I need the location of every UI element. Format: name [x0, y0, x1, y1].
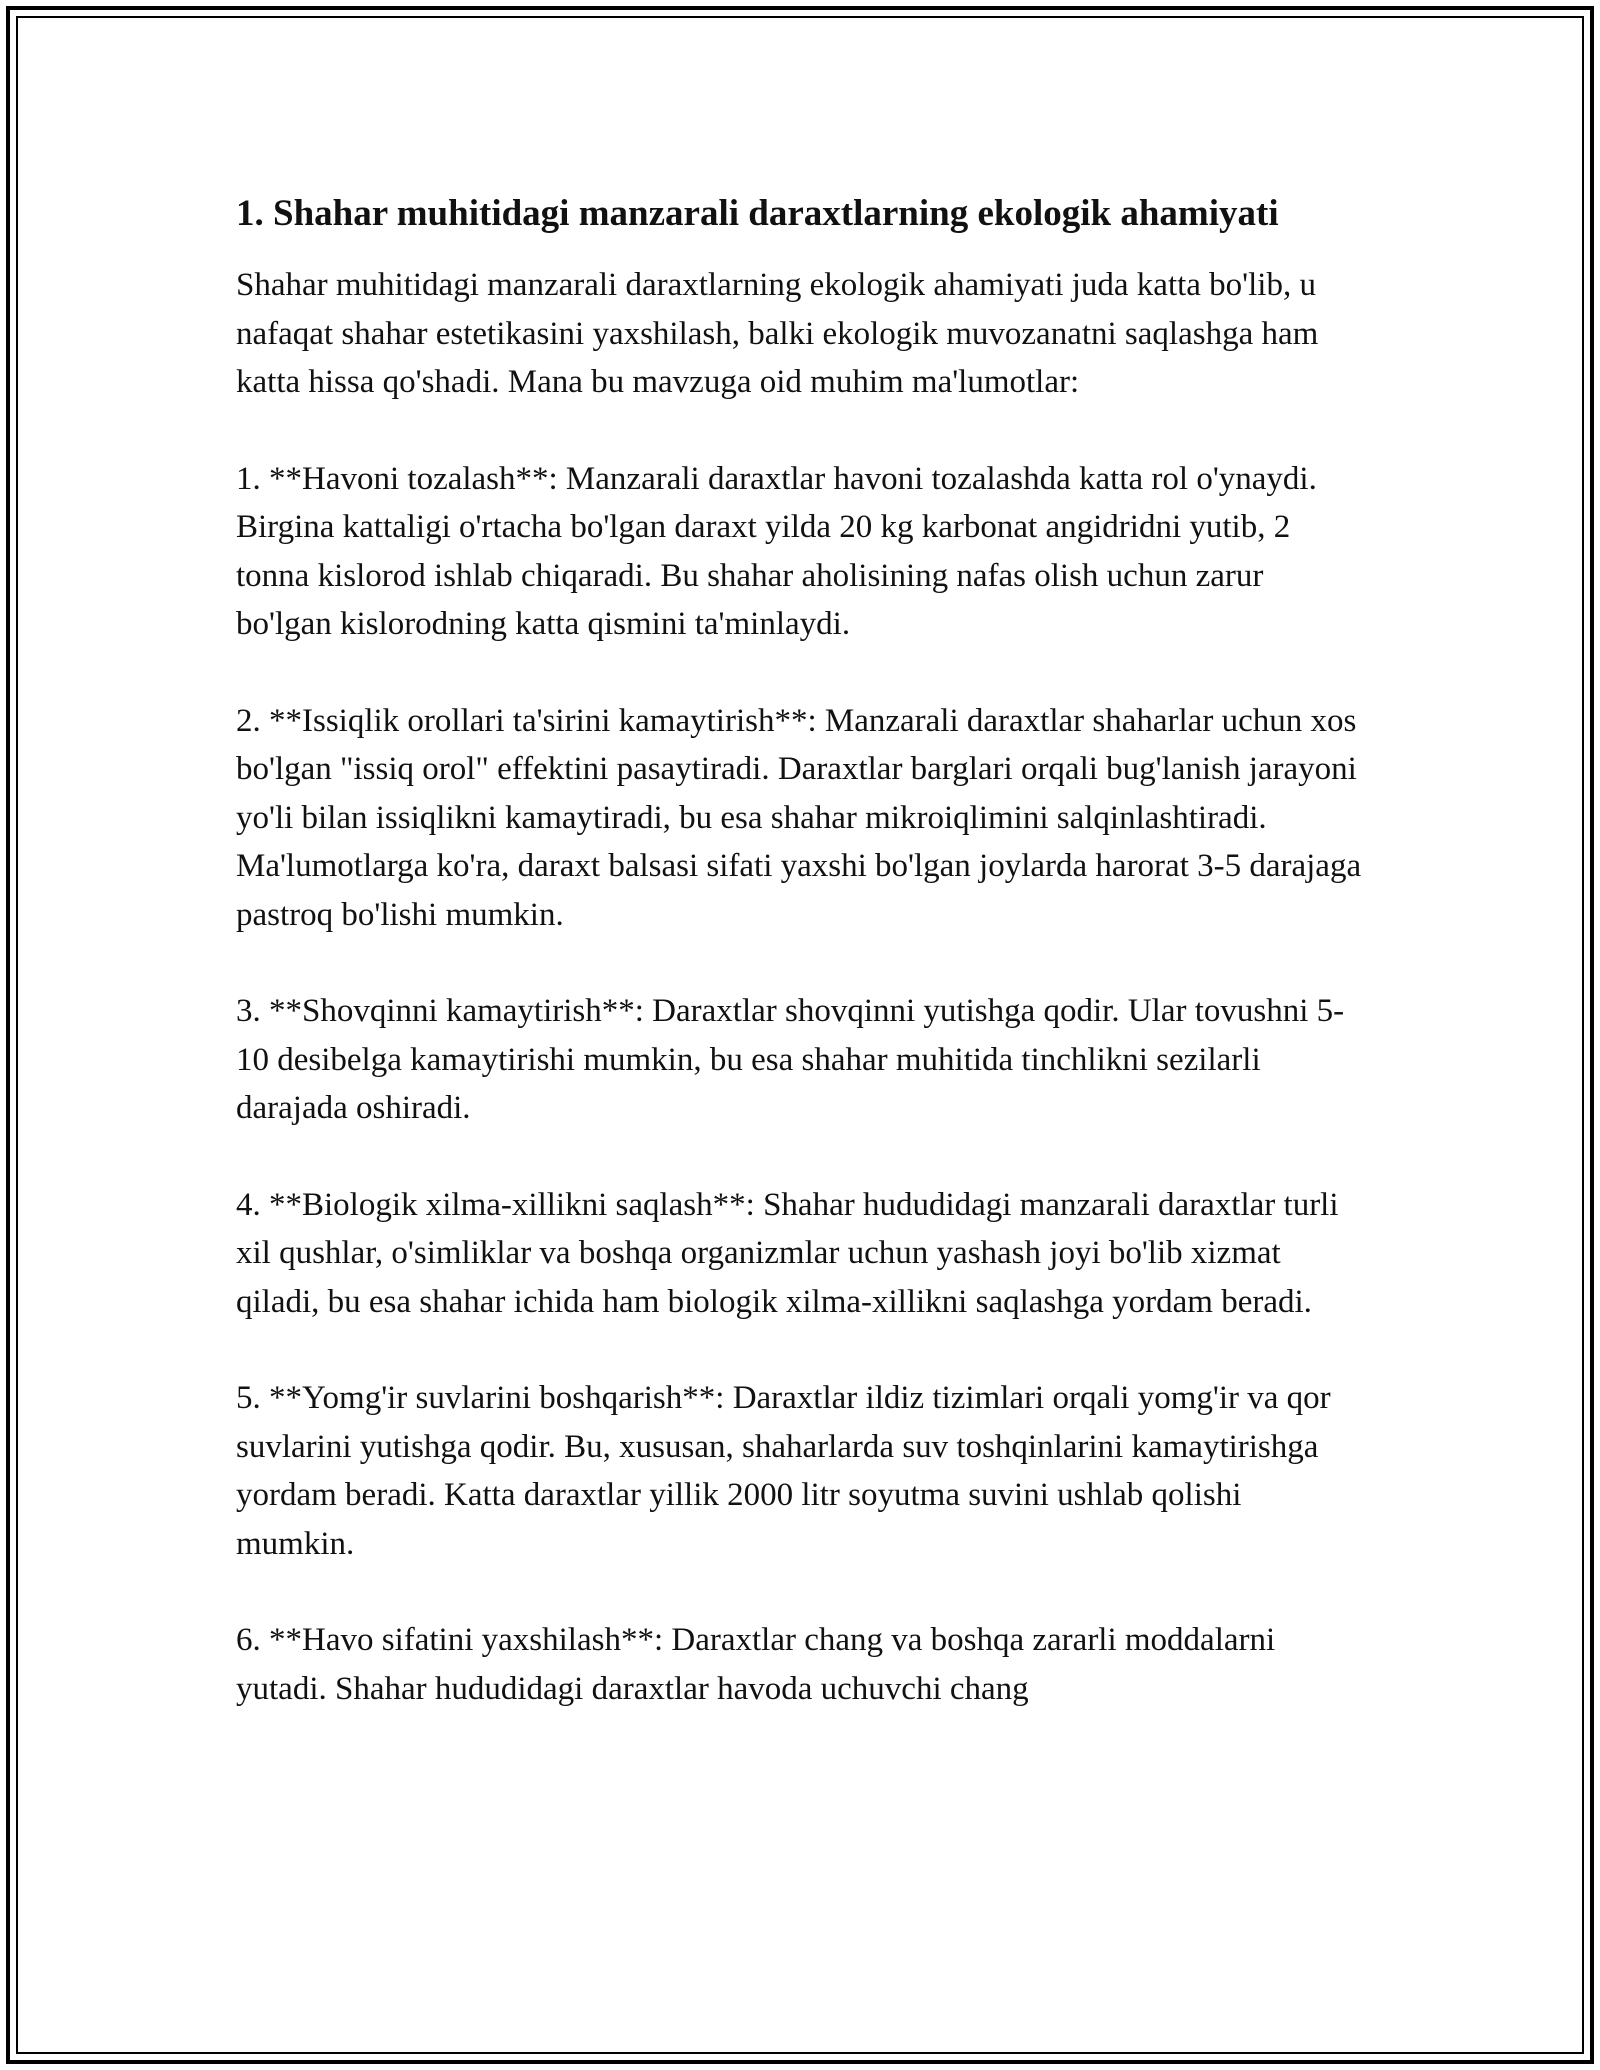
- list-item-rainwater: 5. **Yomg'ir suvlarini boshqarish**: Daraxtlar ildiz tizimlari orqali yomg'ir va qor suvlarini yutishga qodir. Bu, xususan, shaharlarda suv toshqinlarini kamaytirishga yordam beradi. Katta daraxtlar yillik 2000 litr soyutma suvini ushlab qolishi mumkin.: [236, 1380, 1331, 1562]
- list-item-heat-islands: 2. **Issiqlik orollari ta'sirini kamaytirish**: Manzarali daraxtlar shaharlar uchun xos bo'lgan "issiq orol" effektini pasaytiradi. Daraxtlar barglari orqali bug'lanish jarayoni yo'li bilan issiqlikni kamaytiradi, bu esa shahar mikroiqlimini salqinlashtiradi. Ma'lumotlarga ko'ra, daraxt balsasi sifati yaxshi bo'lgan joylarda harorat 3-5 darajaga pastroq bo'lishi mumkin.: [236, 702, 1362, 933]
- intro-paragraph: Shahar muhitidagi manzarali daraxtlarning ekologik ahamiyati juda katta bo'lib, u nafaqat shahar estetikasini yaxshilash, balki ekologik muvozanatni saqlashga ham katta hissa qo'shadi. Mana bu mavzuga oid muhim ma'lumotlar:: [236, 267, 1319, 400]
- list-item-biodiversity: 4. **Biologik xilma-xillikni saqlash**: Shahar hududidagi manzarali daraxtlar turli xil qushlar, o'simliklar va boshqa organizmlar uchun yashash joyi bo'lib xizmat qiladi, bu esa shahar ichida ham biologik xilma-xillikni saqlashga yordam beradi.: [236, 1186, 1339, 1320]
- list-item-air-cleaning: 1. **Havoni tozalash**: Manzarali daraxtlar havoni tozalashda katta rol o'ynaydi. Birgina kattaligi o'rtacha bo'lgan daraxt yilda 20 kg karbonat angidridni yutib, 2 tonna kislorod ishlab chiqaradi. Bu shahar aholisining nafas olish uchun zarur bo'lgan kislorodning katta qismini ta'minlaydi.: [236, 460, 1317, 642]
- document-body: [236, 186, 1366, 1761]
- list-item-noise-reduction: 3. **Shovqinni kamaytirish**: Daraxtlar shovqinni yutishga qodir. Ular tovushni 5-10 desibelga kamaytirishi mumkin, bu esa shahar muhitida tinchlikni sezilarli darajada oshiradi.: [236, 993, 1345, 1126]
- list-item-air-quality: 6. **Havo sifatini yaxshilash**: Daraxtlar chang va boshqa zararli moddalarni yutadi. Shahar hududidagi daraxtlar havoda uchuvchi chang: [236, 1622, 1276, 1707]
- document-title: 1. Shahar muhitidagi manzarali daraxtlarning ekologik ahamiyati: [236, 193, 1279, 234]
